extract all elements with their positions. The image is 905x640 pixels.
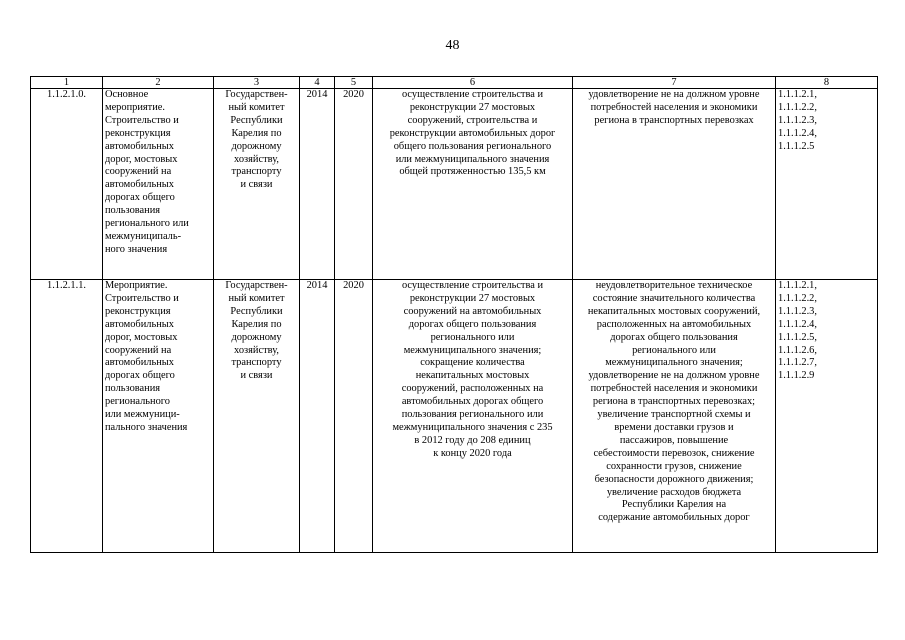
table-header-row	[31, 77, 878, 89]
program-table	[30, 76, 878, 553]
text-line: Государствен-	[225, 280, 288, 291]
item-executor	[214, 280, 300, 553]
text-line: реконструкция	[105, 305, 171, 317]
text-line: Карелия по	[231, 127, 282, 139]
text-line: пользования	[105, 205, 161, 217]
text-line: дорогах общего	[105, 192, 175, 204]
text-line: осуществление строительства и	[401, 89, 544, 100]
text-line: Республики	[230, 305, 283, 317]
text-line: дорог, мостовых	[105, 331, 178, 343]
text-line: транспорту	[231, 166, 282, 178]
item-start-year: 2014	[300, 89, 335, 280]
text-line: себестоимости перевозок, снижение	[593, 447, 755, 459]
text-line: автомобильных	[105, 179, 174, 191]
text-line: регионального или	[430, 331, 515, 343]
text-line: ный комитет	[228, 101, 285, 113]
text-line: транспорту	[231, 357, 282, 369]
text-line: Мероприятие.	[105, 280, 168, 291]
text-line: расположенных на автомобильных	[596, 318, 752, 330]
text-line: Карелия по	[231, 318, 282, 330]
text-line: регионального	[105, 396, 170, 408]
item-start-year: 2014	[300, 280, 335, 553]
text-line: сооружений на	[105, 344, 172, 356]
item-number: 1.1.2.1.1.	[31, 280, 103, 553]
item-result	[373, 89, 573, 280]
item-consequence	[573, 280, 776, 553]
text-line: 1.1.1.2.9	[778, 370, 815, 382]
text-line: региона в транспортных перевозках	[594, 114, 754, 126]
text-line: дорогах общего пользования	[408, 318, 537, 330]
text-line: осуществление строительства и	[401, 280, 544, 291]
text-line: ный комитет	[228, 292, 285, 304]
text-line: регионального или	[632, 344, 716, 356]
text-line: хозяйству,	[234, 344, 279, 356]
text-line: 1.1.1.2.3,	[778, 305, 817, 317]
text-line: в 2012 году до 208 единиц	[414, 434, 531, 446]
text-line: сооружений, строительства и	[407, 114, 538, 126]
text-line: ного значения	[105, 243, 168, 255]
text-line: некапитальных мостовых сооружений,	[587, 305, 761, 317]
text-line: дорожному	[231, 331, 282, 343]
text-line: общего пользования регионального	[393, 140, 552, 152]
text-line: межмуниципального значения с 235	[392, 421, 553, 433]
text-line: потребностей населения и экономики	[590, 383, 758, 395]
text-line: реконструкции 27 мостовых	[409, 101, 536, 113]
text-line: межмуниципального значения;	[403, 344, 542, 356]
text-line: 1.1.1.2.1,	[778, 89, 817, 100]
text-line: автомобильных	[105, 140, 174, 152]
text-line: 1.1.1.2.5	[778, 140, 815, 152]
column-header: 4	[300, 77, 335, 89]
text-line: сохранности грузов, снижение	[606, 460, 742, 472]
text-line: автомобильных дорогах общего	[401, 396, 544, 408]
column-header: 8	[776, 77, 878, 89]
text-line: Республики	[230, 114, 283, 126]
item-end-year: 2020	[335, 89, 373, 280]
text-line: к концу 2020 года	[433, 447, 512, 459]
text-line: удовлетворение не на должном уровне	[588, 89, 760, 100]
text-line: сокращение количества	[420, 357, 525, 369]
text-line: потребностей населения и экономики	[590, 101, 758, 113]
text-line: 1.1.1.2.5,	[778, 331, 817, 343]
text-line: увеличение расходов бюджета	[606, 486, 742, 498]
text-line: 1.1.1.2.7,	[778, 357, 817, 369]
text-line: удовлетворение не на должном уровне	[588, 370, 760, 382]
item-indicators	[776, 280, 878, 553]
text-line: межмуниципаль-	[105, 230, 182, 242]
text-line: 1.1.1.2.3,	[778, 114, 817, 126]
column-header: 7	[573, 77, 776, 89]
text-line: 1.1.1.2.2,	[778, 101, 817, 113]
text-line: состояние значительного количества	[592, 292, 756, 304]
text-line: пассажиров, повышение	[619, 434, 729, 446]
item-name	[103, 89, 214, 280]
text-line: дорожному	[231, 140, 282, 152]
text-line: Государствен-	[225, 89, 288, 100]
text-line: межмуниципального значения;	[605, 357, 743, 369]
text-line: автомобильных	[105, 357, 174, 369]
text-line: или межмуници-	[105, 409, 180, 421]
text-line: дорог, мостовых	[105, 153, 178, 165]
text-line: автомобильных	[105, 318, 174, 330]
item-result	[373, 280, 573, 553]
text-line: сооружений на	[105, 166, 172, 178]
text-line: Строительство и	[105, 292, 179, 304]
text-line: содержание автомобильных дорог	[598, 512, 750, 524]
column-header: 6	[373, 77, 573, 89]
text-line: регионального или	[105, 218, 189, 230]
item-executor	[214, 89, 300, 280]
text-line: и связи	[240, 370, 273, 382]
column-header: 5	[335, 77, 373, 89]
text-line: мероприятие.	[105, 101, 165, 113]
text-line: реконструкции 27 мостовых	[409, 292, 536, 304]
item-number: 1.1.2.1.0.	[31, 89, 103, 280]
text-line: реконструкция	[105, 127, 171, 139]
text-line: пользования регионального или	[401, 409, 544, 421]
text-line: некапитальных мостовых	[415, 370, 530, 382]
text-line: неудовлетворительное техническое	[595, 280, 753, 291]
text-line: региона в транспортных перевозках;	[592, 396, 756, 408]
text-line: увеличение транспортной схемы и	[597, 409, 751, 421]
text-line: 1.1.1.2.4,	[778, 318, 817, 330]
table-row	[31, 89, 878, 280]
text-line: пользования	[105, 383, 161, 395]
text-line: хозяйству,	[234, 153, 279, 165]
text-line: 1.1.1.2.1,	[778, 280, 817, 291]
item-end-year: 2020	[335, 280, 373, 553]
text-line: сооружений, расположенных на	[401, 383, 544, 395]
column-header: 1	[31, 77, 103, 89]
text-line: или межмуниципального значения	[395, 153, 550, 165]
column-header: 3	[214, 77, 300, 89]
item-indicators	[776, 89, 878, 280]
text-line: дорогах общего пользования	[610, 331, 738, 343]
text-line: дорогах общего	[105, 370, 175, 382]
text-line: 1.1.1.2.2,	[778, 292, 817, 304]
text-line: безопасности дорожного движения;	[594, 473, 754, 485]
text-line: Республики Карелия на	[621, 499, 727, 511]
text-line: реконструкции автомобильных дорог	[389, 127, 556, 139]
item-consequence	[573, 89, 776, 280]
column-header: 2	[103, 77, 214, 89]
text-line: пального значения	[105, 421, 188, 433]
page-number: 48	[445, 38, 460, 53]
text-line: 1.1.1.2.4,	[778, 127, 817, 139]
text-line: сооружений на автомобильных	[403, 305, 542, 317]
text-line: общей протяженностью 135,5 км	[399, 166, 546, 178]
item-name	[103, 280, 214, 553]
text-line: 1.1.1.2.6,	[778, 344, 817, 356]
text-line: Основное	[105, 89, 149, 100]
text-line: времени доставки грузов и	[614, 421, 734, 433]
text-line: и связи	[240, 179, 273, 191]
text-line: Строительство и	[105, 114, 179, 126]
table-row	[31, 280, 878, 553]
